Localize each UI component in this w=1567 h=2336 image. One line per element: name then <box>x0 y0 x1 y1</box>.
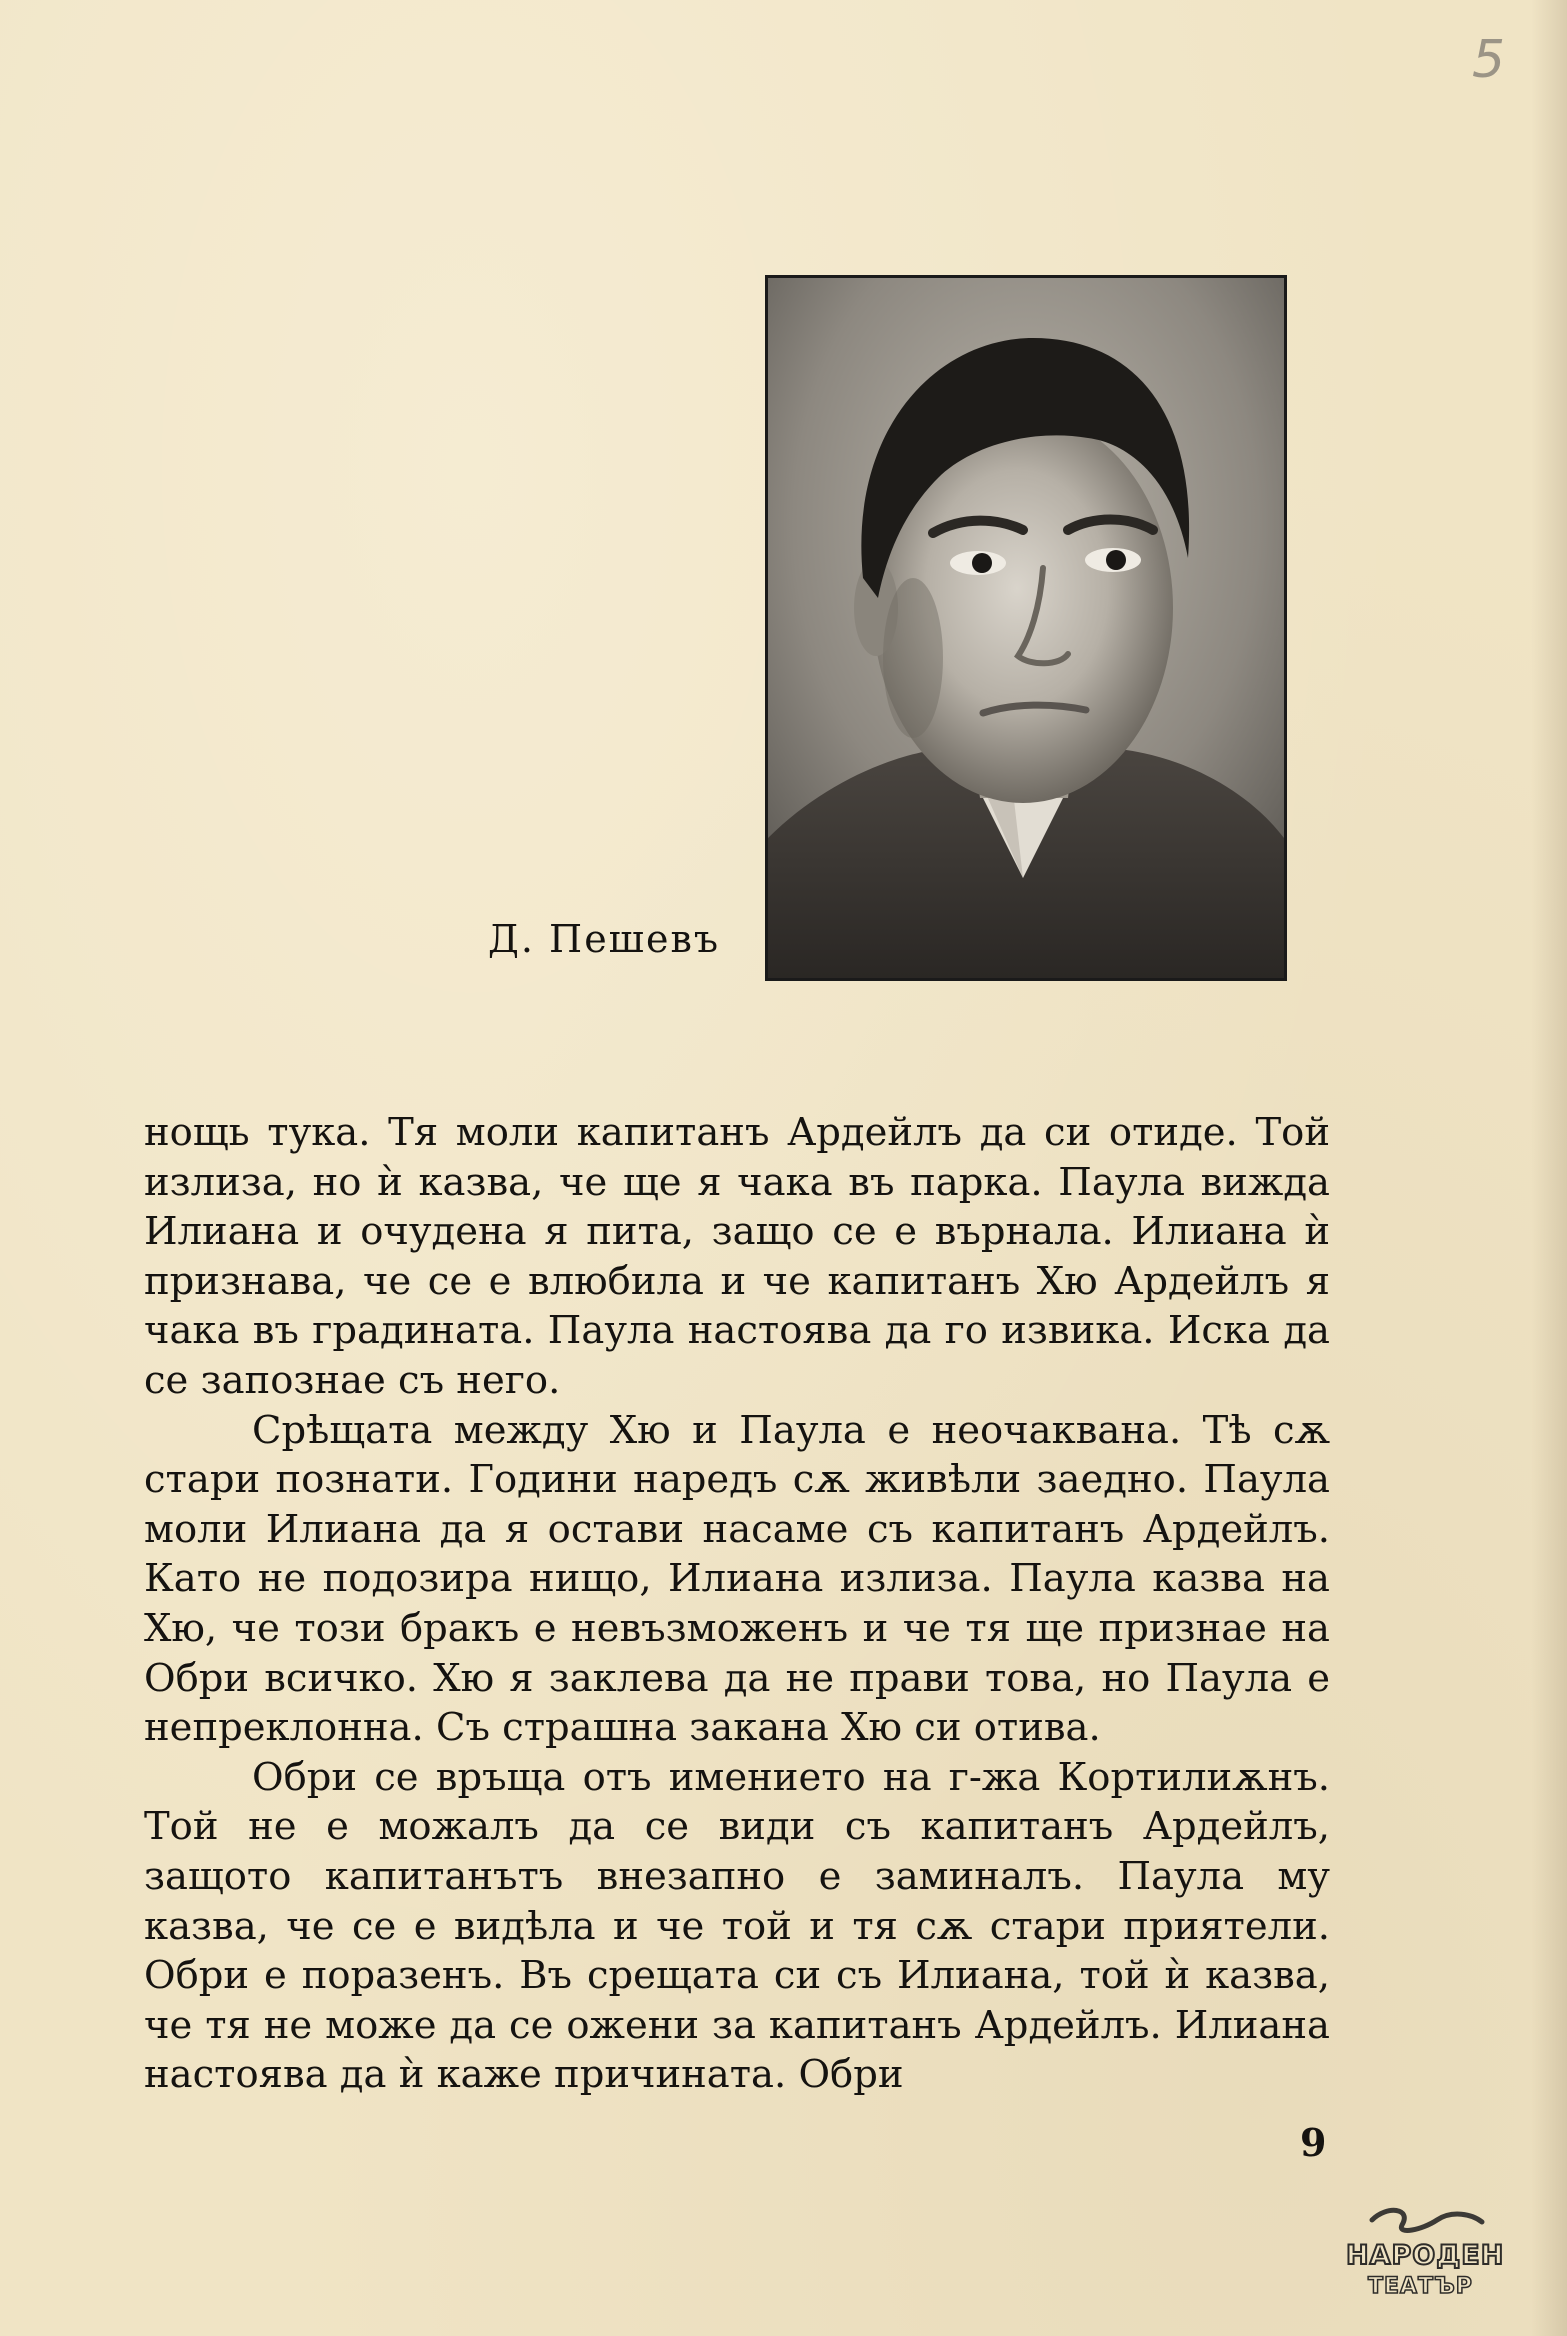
stamp-line-1: НАРОДЕН <box>1346 2240 1505 2271</box>
portrait-caption: Д. Пешевъ <box>488 917 721 961</box>
paragraph: нощь тука. Тя моли капитанъ Ардейлъ да си отиде. Той излиза, но ѝ казва, че ще я чака въ парка. Паула вижда Илиана и очудена я пита, защо се е върнала. Илиана ѝ признава, че се е влюбила и че капитанъ Хю Ардейлъ я чака въ градината. Паула настоява да го извика. Иска да се запознае съ него. <box>144 1110 1330 1403</box>
portrait-photo <box>765 275 1287 981</box>
body-text <box>144 1108 1330 2100</box>
paragraph: Срѣщата между Хю и Паула е неочаквана. Тѣ сѫ стари познати. Години наредъ сѫ живѣли заедно. Паула моли Илиана да я остави насаме съ капитанъ Ардейлъ. Като не подозира нищо, Илиана излиза. Паула казва на Хю, че този бракъ е невъзможенъ и че тя ще признае на Обри всичко. Хю я заклева да не прави това, но Паула е непреклонна. Съ страшна закана Хю си отива. <box>144 1407 1330 1751</box>
page-number: 9 <box>1300 2120 1327 2165</box>
library-stamp <box>1342 2200 1527 2310</box>
pencil-page-mark: 5 <box>1472 30 1506 90</box>
page-edge-shadow <box>1531 0 1567 2336</box>
paragraph: Обри се връща отъ имението на г-жа Кортилиѫнъ. Той не е можалъ да се види съ капитанъ Ардейлъ, защото капитанътъ внезапно е заминалъ. Паула му казва, че се е видѣла и че той и тя сѫ стари приятели. Обри е поразенъ. Въ срещата си съ Илиана, той ѝ казва, че тя не може да се ожени за капитанъ Ардейлъ. Илиана настоява да ѝ каже причината. Обри <box>144 1754 1330 2098</box>
stamp-line-2: ТЕАТЪР <box>1368 2274 1473 2299</box>
portrait-photo-icon <box>768 278 1284 978</box>
